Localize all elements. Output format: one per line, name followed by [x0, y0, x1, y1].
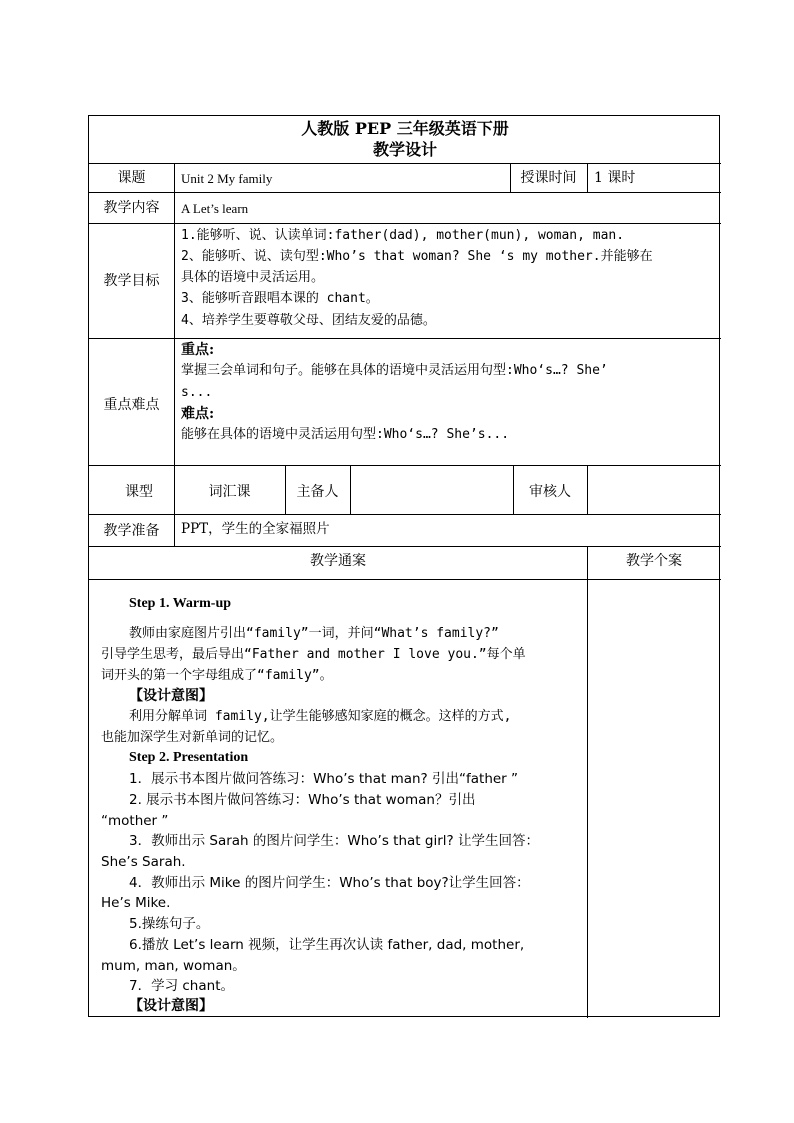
common-plan-heading: 教学通案 [310, 553, 366, 569]
step2-line: 5.操练句子。 [129, 916, 210, 932]
step1-title: Step 1. Warm-up [129, 596, 232, 611]
time-label: 授课时间 [520, 170, 577, 186]
design1-line: 也能加深学生对新单词的记忆。 [101, 730, 284, 745]
topic-value: Unit 2 My family [181, 171, 273, 186]
design1-title: 【设计意图】 [129, 688, 213, 704]
step2-line: 2. 展示书本图片做问答练习：Who’s that woman？引出 [129, 792, 476, 808]
type-value: 词汇课 [208, 484, 251, 500]
goals-label: 教学目标 [103, 273, 160, 289]
table-rule [587, 465, 588, 514]
table-rule [89, 163, 721, 164]
difficulty-line: 能够在具体的语境中灵活运用句型:Who‘s…? She’s... [181, 427, 510, 442]
table-rule [89, 338, 721, 339]
step1-line: 教师由家庭图片引出“family”一词，并问“What’s family?” [129, 626, 499, 641]
lesson-plan-table [88, 115, 720, 1017]
step2-line: 6.播放 Let’s learn 视频，让学生再次认读 father, dad, mother, [129, 937, 525, 953]
individual-plan-heading: 教学个案 [626, 553, 682, 569]
table-rule [89, 192, 721, 193]
step2-line: She’s Sarah. [101, 854, 186, 870]
difficulty-title: 难点: [181, 406, 215, 422]
table-rule [587, 163, 588, 192]
table-rule [89, 546, 721, 547]
goal-line: 具体的语境中灵活运用。 [181, 270, 325, 285]
step2-line: mum, man, woman。 [101, 958, 246, 974]
key-title: 重点: [181, 342, 215, 358]
key-line: 掌握三会单词和句子。能够在具体的语境中灵活运用句型:Who‘s…? She’ [181, 363, 608, 378]
table-rule [89, 514, 721, 515]
step2-title: Step 2. Presentation [129, 750, 249, 765]
goal-line: 1.能够听、说、认读单词:father(dad), mother(mun), woman, man. [181, 228, 625, 243]
table-rule [587, 546, 588, 1018]
step1-line: 词开头的第一个字母组成了“family”。 [101, 668, 333, 683]
preparer-label: 主备人 [296, 484, 339, 500]
material-label: 教学准备 [103, 523, 160, 539]
key-label: 重点难点 [103, 397, 160, 413]
content-label: 教学内容 [103, 200, 160, 216]
step2-line: 3．教师出示 Sarah 的图片问学生：Who’s that girl? 让学生回答： [129, 833, 539, 849]
goal-line: 3、能够听音跟唱本课的 chant。 [181, 291, 379, 306]
time-value: 1 课时 [594, 170, 636, 186]
table-rule [89, 579, 721, 580]
document-subtitle: 教学设计 [372, 140, 437, 159]
type-label: 课型 [125, 484, 153, 500]
goal-line: 4、培养学生要尊敬父母、团结友爱的品德。 [181, 313, 436, 328]
design1-line: 利用分解单词 family,让学生能够感知家庭的概念。这样的方式, [129, 709, 512, 724]
step1-line: 引导学生思考，最后导出“Father and mother I love you.”每个单 [101, 647, 526, 662]
topic-label: 课题 [117, 170, 146, 186]
step2-line: He’s Mike. [101, 895, 171, 911]
content-value: A Let’s learn [181, 201, 249, 216]
step2-line: “mother ” [101, 813, 169, 829]
step2-line: 1．展示书本图片做问答练习：Who’s that man? 引出“father ” [129, 771, 519, 787]
design2-title: 【设计意图】 [129, 998, 213, 1014]
table-rule [89, 223, 721, 224]
goal-line: 2、能够听、说、读句型:Who’s that woman? She ‘s my mother.并能够在 [181, 249, 653, 264]
key-line: s... [181, 385, 213, 400]
material-value: PPT，学生的全家福照片 [181, 521, 330, 537]
reviewer-label: 审核人 [529, 484, 571, 500]
document-title: 人教版 PEP 三年级英语下册 [301, 119, 509, 138]
table-rule [350, 465, 351, 514]
step2-line: 4．教师出示 Mike 的图片问学生：Who’s that boy?让学生回答： [129, 875, 530, 891]
table-rule [89, 465, 721, 466]
step2-line: 7．学习 chant。 [129, 978, 234, 994]
